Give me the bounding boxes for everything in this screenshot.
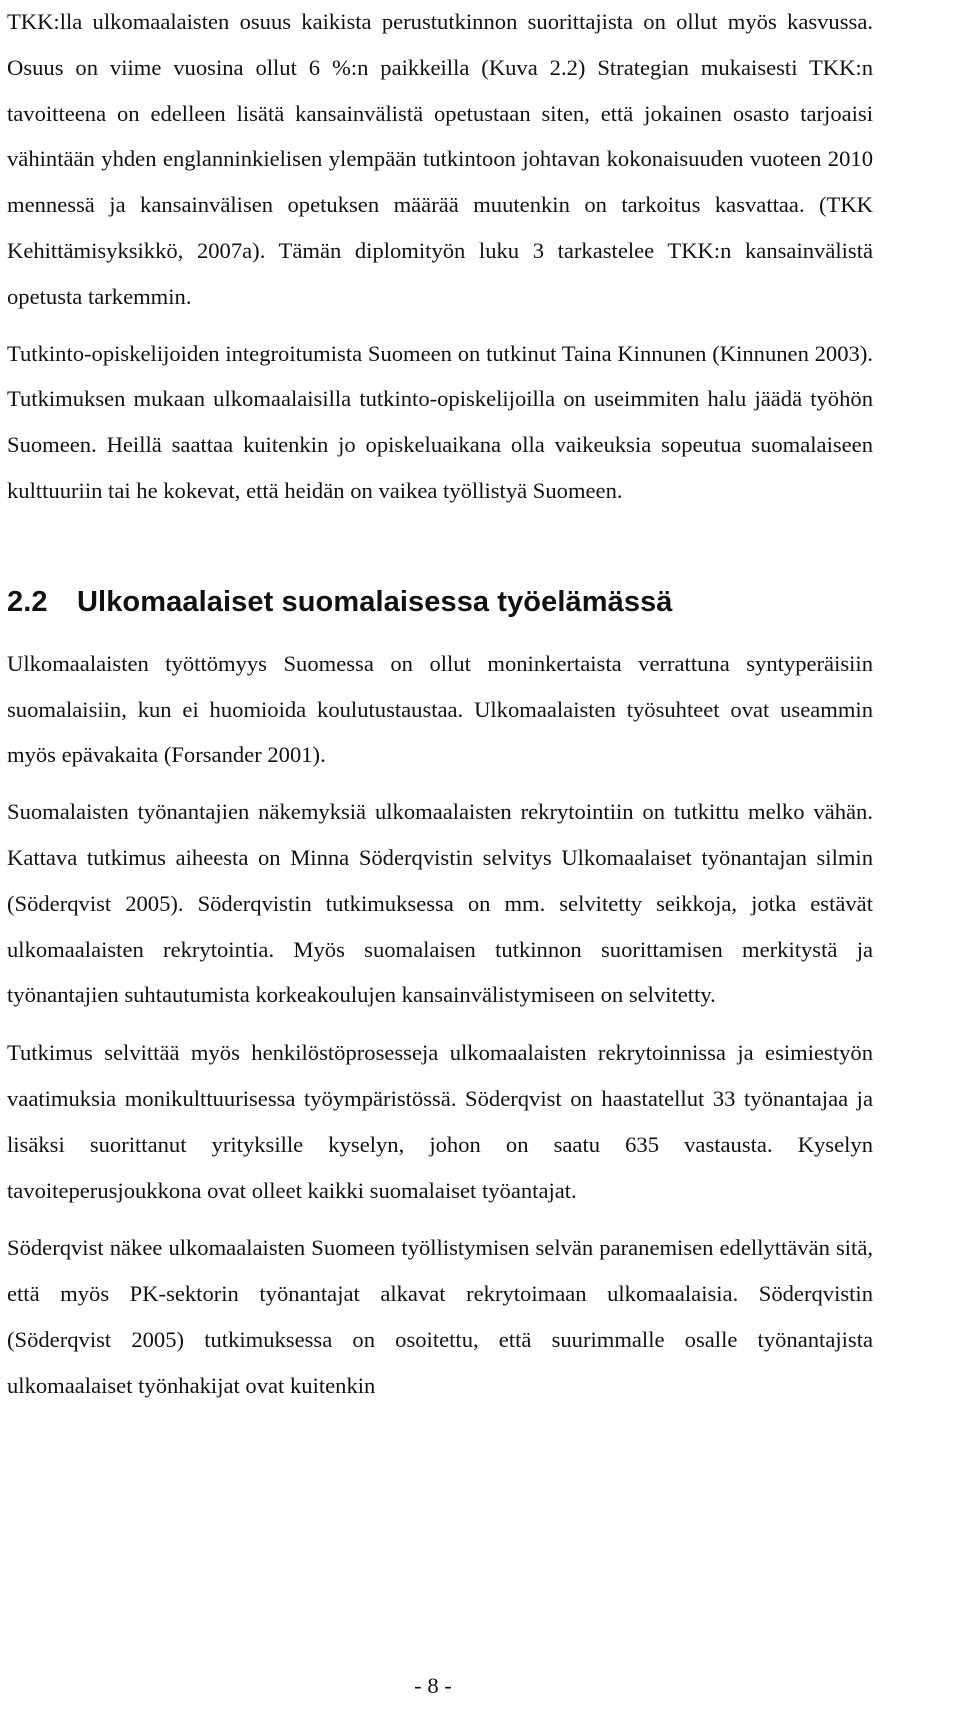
document-page (7, 0, 873, 1409)
page-number: - 8 - (414, 1673, 452, 1698)
paragraph-hr-processes: Tutkimus selvittää myös henkilöstöprosesseja ulkomaalaisten rekrytoinnissa ja esimiestyön vaatimuksia monikulttuurisessa työympäristössä. Söderqvist on haastatellut 33 työnantajaa ja lisäksi suorittanut yrityksille kyselyn, johon on saatu 635 vastausta. Kyselyn tavoiteperusjoukkona ovat olleet kaikki suomalaiset työantajat. (7, 1040, 873, 1203)
paragraph-degree-student-integration: Tutkinto-opiskelijoiden integroitumista Suomeen on tutkinut Taina Kinnunen (Kinnunen 2003). Tutkimuksen mukaan ulkomaalaisilla tutkinto-opiskelijoilla on useimmiten halu jäädä työhön Suomeen. Heillä saattaa kuitenkin jo opiskeluaikana olla vaikeuksia sopeutua suomalaiseen kulttuuriin tai he kokevat, että heidän on vaikea työllistyä Suomeen. (7, 340, 873, 503)
paragraph-sme-sector: Söderqvist näkee ulkomaalaisten Suomeen työllistymisen selvän paranemisen edellyttävän sitä, että myös PK-sektorin työnantajat alkavat rekrytoimaan ulkomaalaisia. Söderqvistin (Söderqvist 2005) tutkimuksessa on osoitettu, että suurimmalle osalle työnantajista ulkomaalaiset työnhakijat ovat kuitenkin (7, 1235, 873, 1398)
section-number: 2.2 (7, 585, 48, 618)
paragraph-tkk-foreign-students: TKK:lla ulkomaalaisten osuus kaikista perustutkinnon suorittajista on ollut myös kasvussa. Osuus on viime vuosina ollut 6 %:n paikkeilla (Kuva 2.2) Strategian mukaisesti TKK:n tavoitteena on edelleen lisätä kansainvälistä opetustaan siten, että jokainen osasto tarjoaisi vähintään yhden englanninkielisen ylempään tutkintoon johtavan kokonaisuuden vuoteen 2010 mennessä ja kansainvälisen opetuksen määrää muutenkin on tarkoitus kasvattaa. (TKK Kehittämisyksikkö, 2007a). Tämän diplomityön luku 3 tarkastelee TKK:n kansainvälistä opetusta tarkemmin. (7, 9, 873, 309)
section-heading (7, 574, 873, 630)
paragraph-employer-views: Suomalaisten työnantajien näkemyksiä ulkomaalaisten rekrytointiin on tutkittu melko vähän. Kattava tutkimus aiheesta on Minna Söderqvistin selvitys Ulkomaalaiset työnantajan silmin (Söderqvist 2005). Söderqvistin tutkimuksessa on mm. selvitetty seikkoja, jotka estävät ulkomaalaisten rekrytointia. Myös suomalaisen tutkinnon suorittamisen merkitystä ja työnantajien suhtautumista korkeakoulujen kansainvälistymiseen on selvitetty. (7, 799, 873, 1008)
paragraph-unemployment: Ulkomaalaisten työttömyys Suomessa on ollut moninkertaista verrattuna syntyperäisiin suomalaisiin, kun ei huomioida koulutustaustaa. Ulkomaalaisten työsuhteet ovat useammin myös epävakaita (Forsander 2001). (7, 650, 873, 768)
section-title: Ulkomaalaiset suomalaisessa työelämässä (77, 585, 673, 618)
